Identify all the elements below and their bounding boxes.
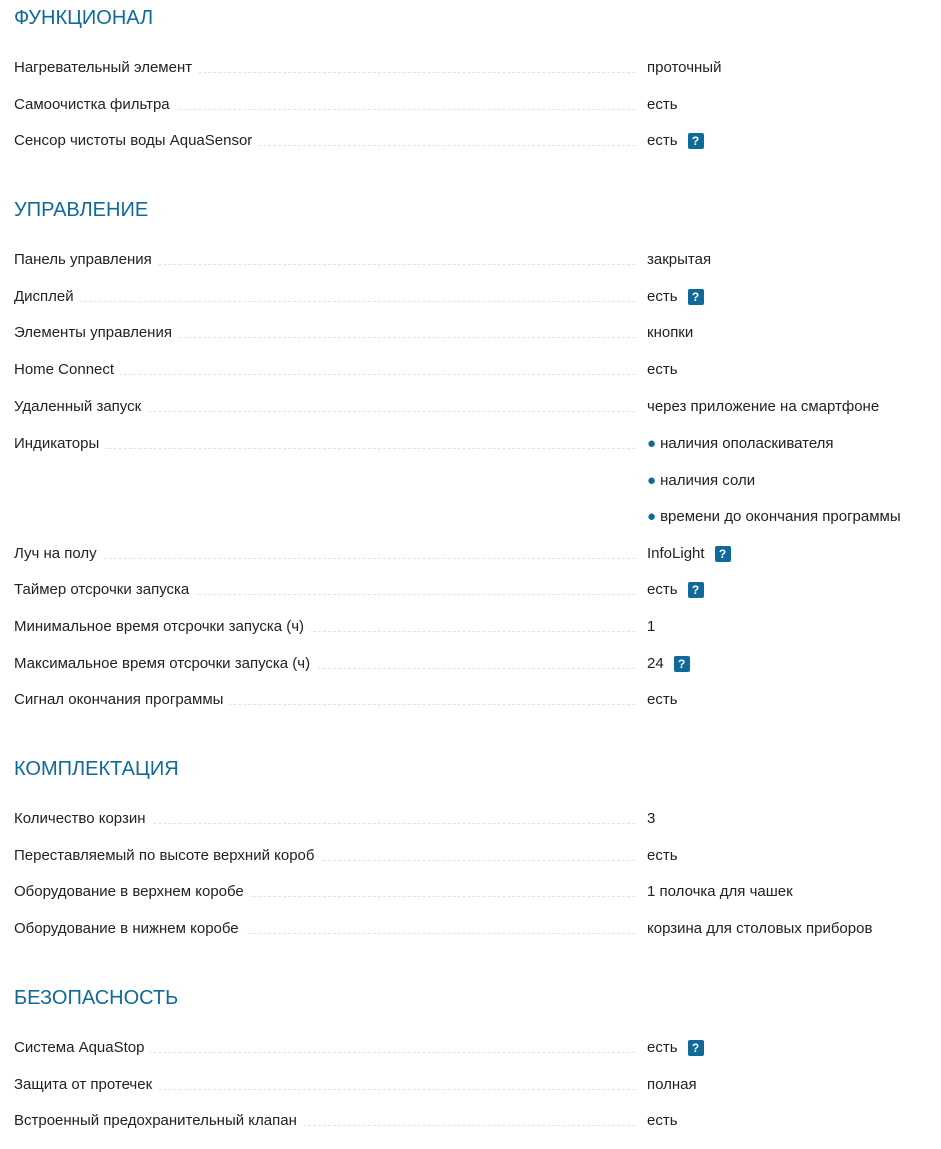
spec-row — [0, 1110, 941, 1134]
spec-value-text: наличия ополаскивателя — [660, 435, 834, 452]
help-icon[interactable]: ? — [688, 289, 704, 305]
spec-row — [0, 94, 941, 118]
spec-row — [0, 543, 941, 567]
bullet-icon: ● — [647, 472, 657, 489]
spec-label: Самоочистка фильтра — [14, 94, 176, 116]
bullet-icon: ● — [647, 508, 657, 525]
dotted-leader — [14, 448, 635, 449]
spec-label: Система AquaStop — [14, 1037, 150, 1059]
spec-label: Сенсор чистоты воды AquaSensor — [14, 130, 258, 152]
spec-label: Встроенный предохранительный клапан — [14, 1110, 303, 1132]
spec-value-text: InfoLight — [647, 545, 705, 562]
spec-value — [647, 543, 731, 565]
spec-label: Таймер отсрочки запуска — [14, 579, 195, 601]
spec-label: Удаленный запуск — [14, 396, 147, 418]
spec-value — [647, 1074, 697, 1096]
spec-value-text: есть — [647, 581, 678, 598]
spec-value-text: есть — [647, 1112, 678, 1129]
spec-label: Количество корзин — [14, 808, 152, 830]
spec-value-text: есть — [647, 691, 678, 708]
spec-row — [0, 579, 941, 603]
spec-value — [647, 918, 872, 940]
spec-value — [647, 396, 879, 418]
help-icon[interactable]: ? — [674, 656, 690, 672]
spec-value-bullet-item — [647, 506, 901, 528]
spec-value-text: закрытая — [647, 251, 712, 268]
spec-row — [0, 1074, 941, 1098]
spec-value — [647, 286, 704, 308]
spec-label: Оборудование в нижнем коробе — [14, 918, 245, 940]
spec-label: Луч на полу — [14, 543, 103, 565]
spec-row — [0, 616, 941, 640]
spec-label: Элементы управления — [14, 322, 178, 344]
dotted-leader — [14, 558, 635, 559]
help-icon[interactable]: ? — [688, 133, 704, 149]
spec-value — [647, 359, 678, 381]
spec-value-text: есть — [647, 1039, 678, 1056]
spec-value-text: времени до окончания программы — [660, 508, 901, 525]
spec-row — [0, 433, 941, 525]
spec-value — [647, 845, 678, 867]
spec-value-text: кнопки — [647, 324, 694, 341]
spec-row — [0, 130, 941, 154]
spec-value — [647, 808, 655, 830]
spec-label: Дисплей — [14, 286, 80, 308]
help-icon[interactable]: ? — [688, 1040, 704, 1056]
spec-row — [0, 808, 941, 832]
spec-value-text: есть — [647, 132, 678, 149]
spec-value-text: корзина для столовых приборов — [647, 920, 873, 937]
spec-value-bullet-item — [647, 433, 834, 455]
spec-row — [0, 57, 941, 81]
spec-value-text: через приложение на смартфоне — [647, 398, 880, 415]
spec-value-text: проточный — [647, 59, 722, 76]
section-title: ФУНКЦИОНАЛ — [14, 7, 154, 29]
spec-label: Home Connect — [14, 359, 120, 381]
spec-value — [647, 616, 655, 638]
spec-label: Нагревательный элемент — [14, 57, 198, 79]
spec-value — [647, 653, 690, 675]
spec-row — [0, 249, 941, 273]
spec-value — [647, 322, 693, 344]
spec-value-text: есть — [647, 96, 678, 113]
help-icon[interactable]: ? — [688, 582, 704, 598]
section-title: КОМПЛЕКТАЦИЯ — [14, 758, 179, 780]
spec-label: Сигнал окончания программы — [14, 689, 229, 711]
spec-label: Оборудование в верхнем коробе — [14, 881, 250, 903]
spec-value-text: есть — [647, 288, 678, 305]
spec-row — [0, 653, 941, 677]
section-title: БЕЗОПАСНОСТЬ — [14, 987, 179, 1009]
spec-value-text: 1 полочка для чашек — [647, 883, 793, 900]
spec-label: Минимальное время отсрочки запуска (ч) — [14, 616, 310, 638]
spec-row — [0, 359, 941, 383]
spec-value-text: 3 — [647, 810, 656, 827]
spec-value-text: 24 — [647, 655, 664, 672]
spec-value-text: есть — [647, 847, 678, 864]
help-icon[interactable]: ? — [715, 546, 731, 562]
spec-row — [0, 396, 941, 420]
spec-label: Индикаторы — [14, 433, 105, 455]
spec-row — [0, 286, 941, 310]
spec-value-text: есть — [647, 361, 678, 378]
spec-value — [647, 1037, 704, 1059]
spec-value — [647, 579, 704, 601]
dotted-leader — [14, 301, 635, 302]
spec-row — [0, 918, 941, 942]
spec-label: Панель управления — [14, 249, 158, 271]
spec-value — [647, 249, 711, 271]
spec-value — [647, 130, 704, 152]
spec-value-text: 1 — [647, 618, 656, 635]
spec-label: Переставляемый по высоте верхний короб — [14, 845, 320, 867]
spec-label: Максимальное время отсрочки запуска (ч) — [14, 653, 316, 675]
spec-row — [0, 1037, 941, 1061]
spec-value — [647, 1110, 678, 1132]
spec-row — [0, 322, 941, 346]
spec-row — [0, 689, 941, 713]
spec-value — [647, 881, 793, 903]
spec-row — [0, 845, 941, 869]
spec-row — [0, 881, 941, 905]
spec-value — [647, 689, 678, 711]
spec-value-text: полная — [647, 1076, 697, 1093]
spec-value-text: наличия соли — [660, 472, 756, 489]
spec-label: Защита от протечек — [14, 1074, 158, 1096]
spec-value — [647, 94, 678, 116]
section-title: УПРАВЛЕНИЕ — [14, 199, 149, 221]
spec-value — [647, 57, 721, 79]
bullet-icon: ● — [647, 435, 657, 452]
spec-value-bullet-item — [647, 470, 755, 492]
